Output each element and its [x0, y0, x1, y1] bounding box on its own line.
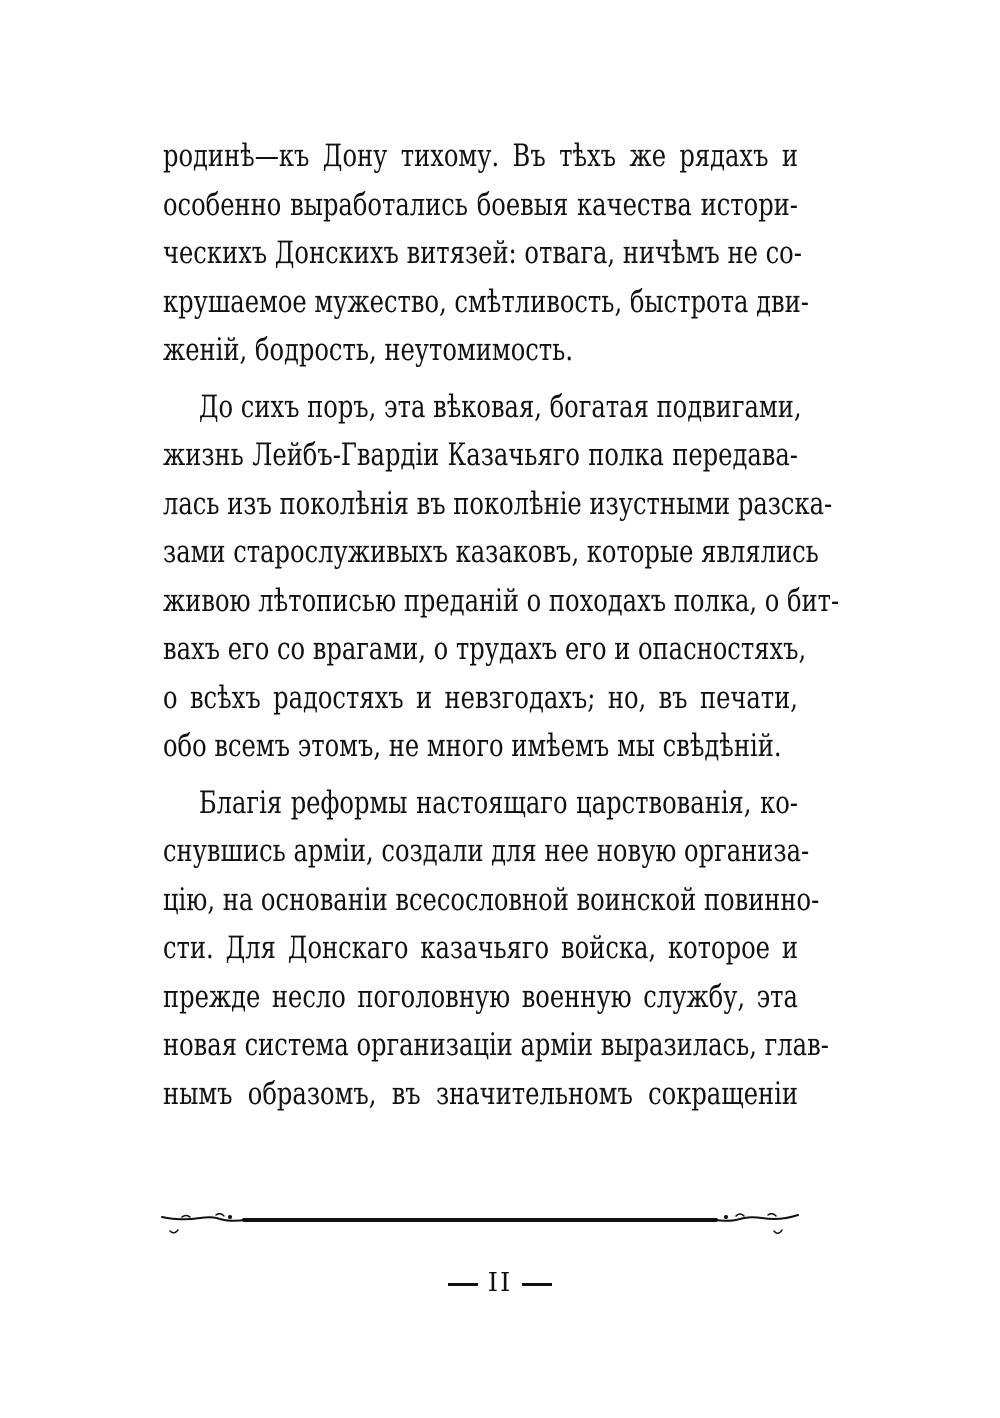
text-line: о всѣхъ радостяхъ и невзгодахъ; но, въ печати,: [163, 679, 798, 716]
text-line: цію, на основаніи всесословной воинской повинно-: [163, 881, 820, 918]
text-line: сти. Для Донскаго казачьяго войска, которое и: [163, 930, 798, 966]
text-line: снувшись арміи, создали для нее новую организа-: [163, 833, 810, 869]
text-line: крушаемое мужество, смѣтливость, быстрота дви-: [163, 283, 809, 320]
text-line: живою лѣтописью преданій о походахъ полка, о бит-: [163, 582, 840, 619]
body-text: [163, 132, 840, 1118]
text-line: ческихъ Донскихъ витязей: отвага, ничѣмъ не со-: [163, 235, 802, 271]
text-line: Благія реформы настоящаго царствованія, ко-: [198, 784, 798, 821]
text-line: женій, бодрость, неутомимость.: [163, 332, 574, 368]
paragraph-2: [163, 383, 840, 771]
paragraph-gap: [163, 771, 798, 779]
page-number-text: II: [487, 1268, 513, 1298]
page-number: [0, 1268, 1000, 1298]
text-line: вахъ его со врагами, о трудахъ его и опасностяхъ,: [163, 631, 807, 667]
text-line: До сихъ поръ, эта вѣковая, богатая подвигами,: [198, 388, 802, 425]
text-line: прежде несло поголовную военную службу, эта: [163, 978, 798, 1015]
dash-right: [522, 1283, 552, 1286]
paragraph-3: [163, 779, 829, 1119]
dash-left: [448, 1283, 478, 1286]
decorative-rule: [160, 1205, 800, 1245]
paragraph-1: [163, 132, 809, 375]
text-line: обо всемъ этомъ, не много имѣемъ мы свѣдѣній.: [163, 728, 782, 764]
text-line: лась изъ поколѣнія въ поколѣніе изустными разска-: [163, 485, 833, 522]
text-line: нымъ образомъ, въ значительномъ сокращеніи: [163, 1075, 798, 1112]
text-line: родинѣ—къ Дону тихому. Въ тѣхъ же рядахъ и: [163, 138, 798, 174]
text-line: зами старослуживыхъ казаковъ, которые являлись: [163, 534, 819, 570]
text-line: особенно выработались боевыя качества истори-: [163, 186, 798, 223]
text-line: новая система организаціи арміи выразилась, глав-: [163, 1027, 829, 1063]
paragraph-gap: [163, 375, 798, 383]
text-line: жизнь Лейбъ-Гвардіи Казачьяго полка передава-: [163, 437, 798, 473]
